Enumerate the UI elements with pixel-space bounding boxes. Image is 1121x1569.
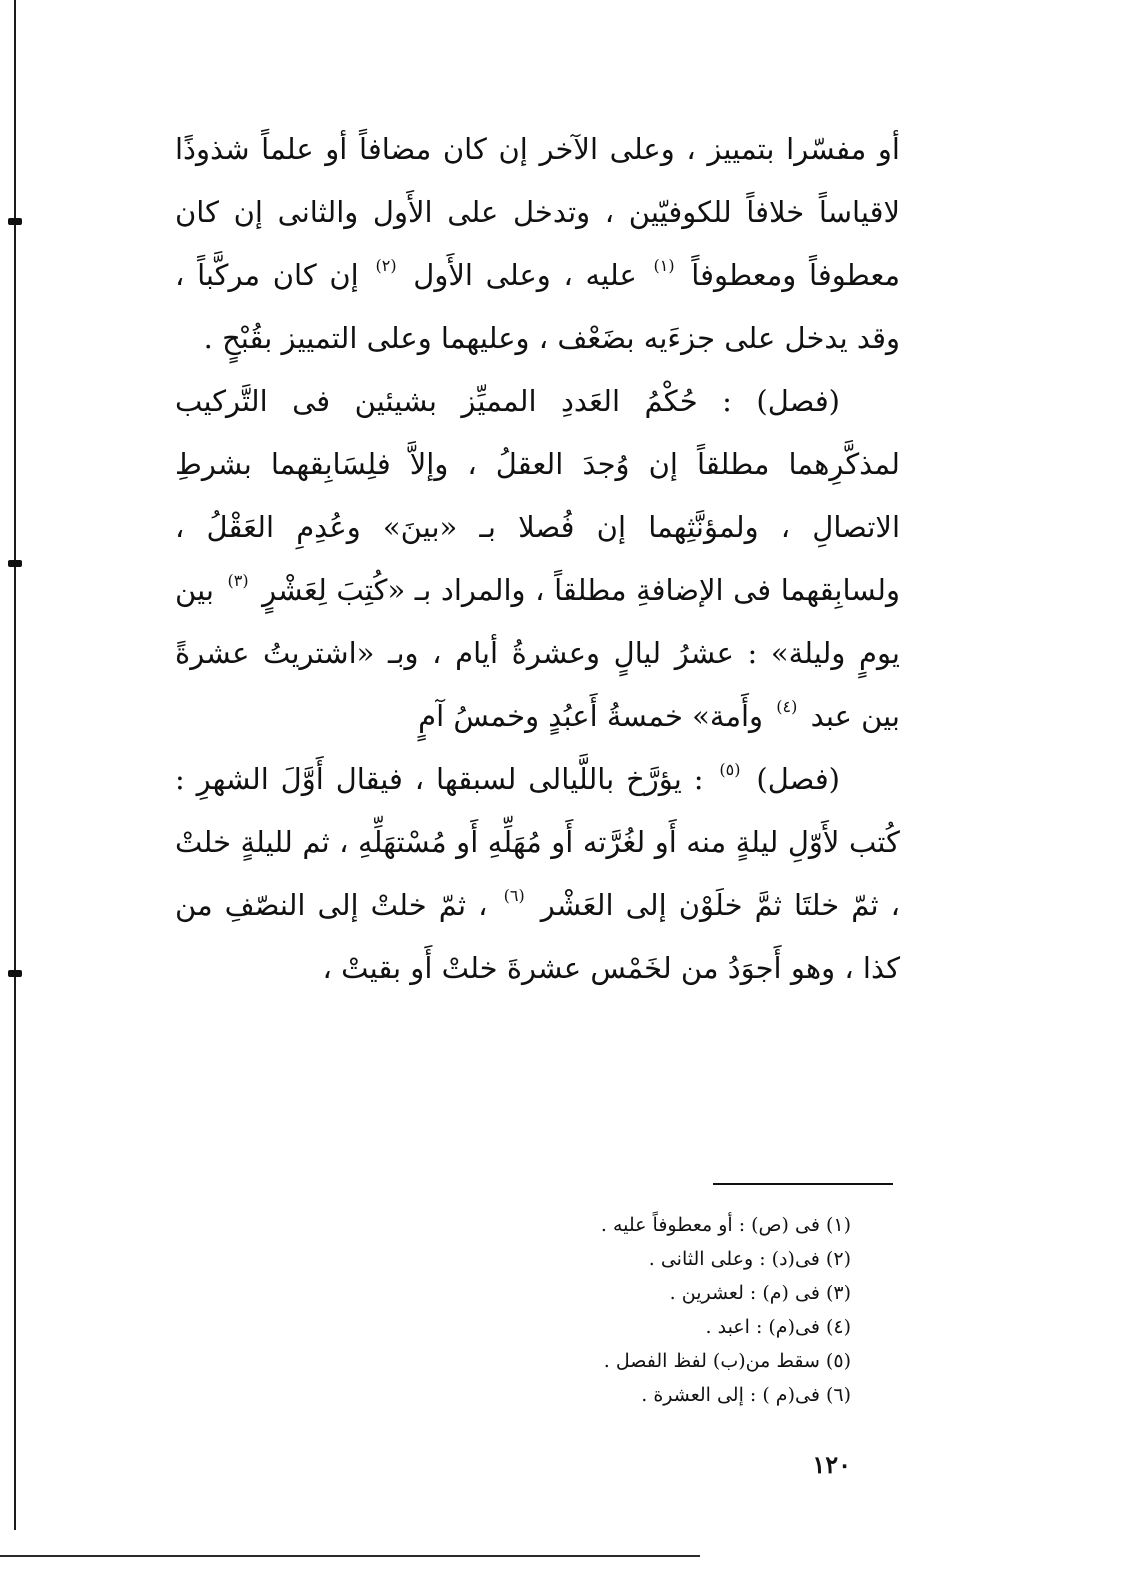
footnote-ref: (٤)	[776, 697, 798, 716]
footnote-ref: (٣)	[227, 571, 249, 590]
footnotes	[421, 1208, 851, 1412]
text-run: عليه ، وعلى الأَول	[413, 258, 637, 292]
footnote-item: (٢) فى(د) : وعلى الثانى .	[648, 1248, 851, 1270]
paragraph-2	[175, 370, 900, 748]
footnote-item: (٦) فى(م ) : إلى العشرة .	[641, 1384, 851, 1406]
text-run: وأَمة» خمسةُ أَعبُدٍ وخمسُ آمٍ	[418, 699, 764, 733]
text-run: ، ثمّ خلتْ إلى النصّفِ من كذا ، وهو أَجوَدُ من لخَمْس عشرةَ خلتْ أَو بقيتْ ،	[175, 888, 900, 985]
text-run: أو مفسّرا بتمييز ، وعلى الآخر إن كان مضافاً أو علماً شذوذًا لاقياساً خلافاً للكوفيّين ، وتدخل على الأَول والثانى إن كان معطوفاً ومعطوفاً	[175, 132, 900, 292]
text-run: (فصل) : حُكْمُ العَددِ المميِّز بشيئين فى التَّركيب لمذكَّرِهما مطلقاً إن وُجدَ العقلُ ، وإلاَّ فلِسَابِقهما بشرطِ الاتصالِ ، ولمؤنَّثِهما إن فُصلا بـ «بينَ» وعُدِمِ العَقْلُ ، ولسابِقهما فى الإضافةِ مطلقاً ، والمراد بـ «كُتِبَ لِعَشْرٍ	[175, 384, 900, 607]
text-run: إن كان مركَّباً ، وقد يدخل على جزءَيه بضَعْف ، وعليهما وعلى التمييز بقُبْحٍ .	[175, 258, 900, 355]
footnote-ref: (٥)	[719, 760, 741, 779]
footnote-ref: (٢)	[375, 256, 397, 275]
footnote-separator	[713, 1183, 893, 1185]
text-run: بين يومٍ وليلة» : عشرُ ليالٍ وعشرةُ أيام ، وبـ «اشتريتُ عشرةً بين عبد	[175, 573, 900, 733]
footnote-ref: (٦)	[503, 886, 525, 905]
page-number: ١٢٠	[812, 1450, 851, 1479]
main-text	[175, 118, 900, 1000]
text-run: : يؤرَّخ باللَّيالى لسبقها ، فيقال أَوَّلَ الشهرِ : كُتب لأَوّلِ ليلةٍ منه أَو لغُرَّته أَو مُهَلِّهِ أَو مُسْتهَلِّهِ ، ثم لليلةٍ خلتْ ، ثمّ خلتَا ثمَّ خلَوْن إلى العَشْر	[175, 762, 901, 922]
footnote-item: (٥) سقط من(ب) لفظ الفصل .	[603, 1350, 851, 1372]
paragraph-3	[175, 748, 900, 1000]
paragraph-1	[175, 118, 900, 370]
footnote-item: (٣) فى (م) : لعشرين .	[669, 1282, 851, 1304]
scan-edge-bottom	[0, 1555, 700, 1557]
footnote-item: (٤) فى(م) : اعبد .	[705, 1316, 851, 1338]
scan-mark	[8, 970, 22, 977]
scan-edge-left	[14, 0, 16, 1530]
scan-mark	[8, 218, 22, 225]
footnote-ref: (١)	[653, 256, 675, 275]
scan-mark	[8, 560, 22, 567]
text-run: (فصل)	[756, 762, 840, 796]
footnote-item: (١) فى (ص) : أو معطوفاً عليه .	[600, 1214, 851, 1236]
